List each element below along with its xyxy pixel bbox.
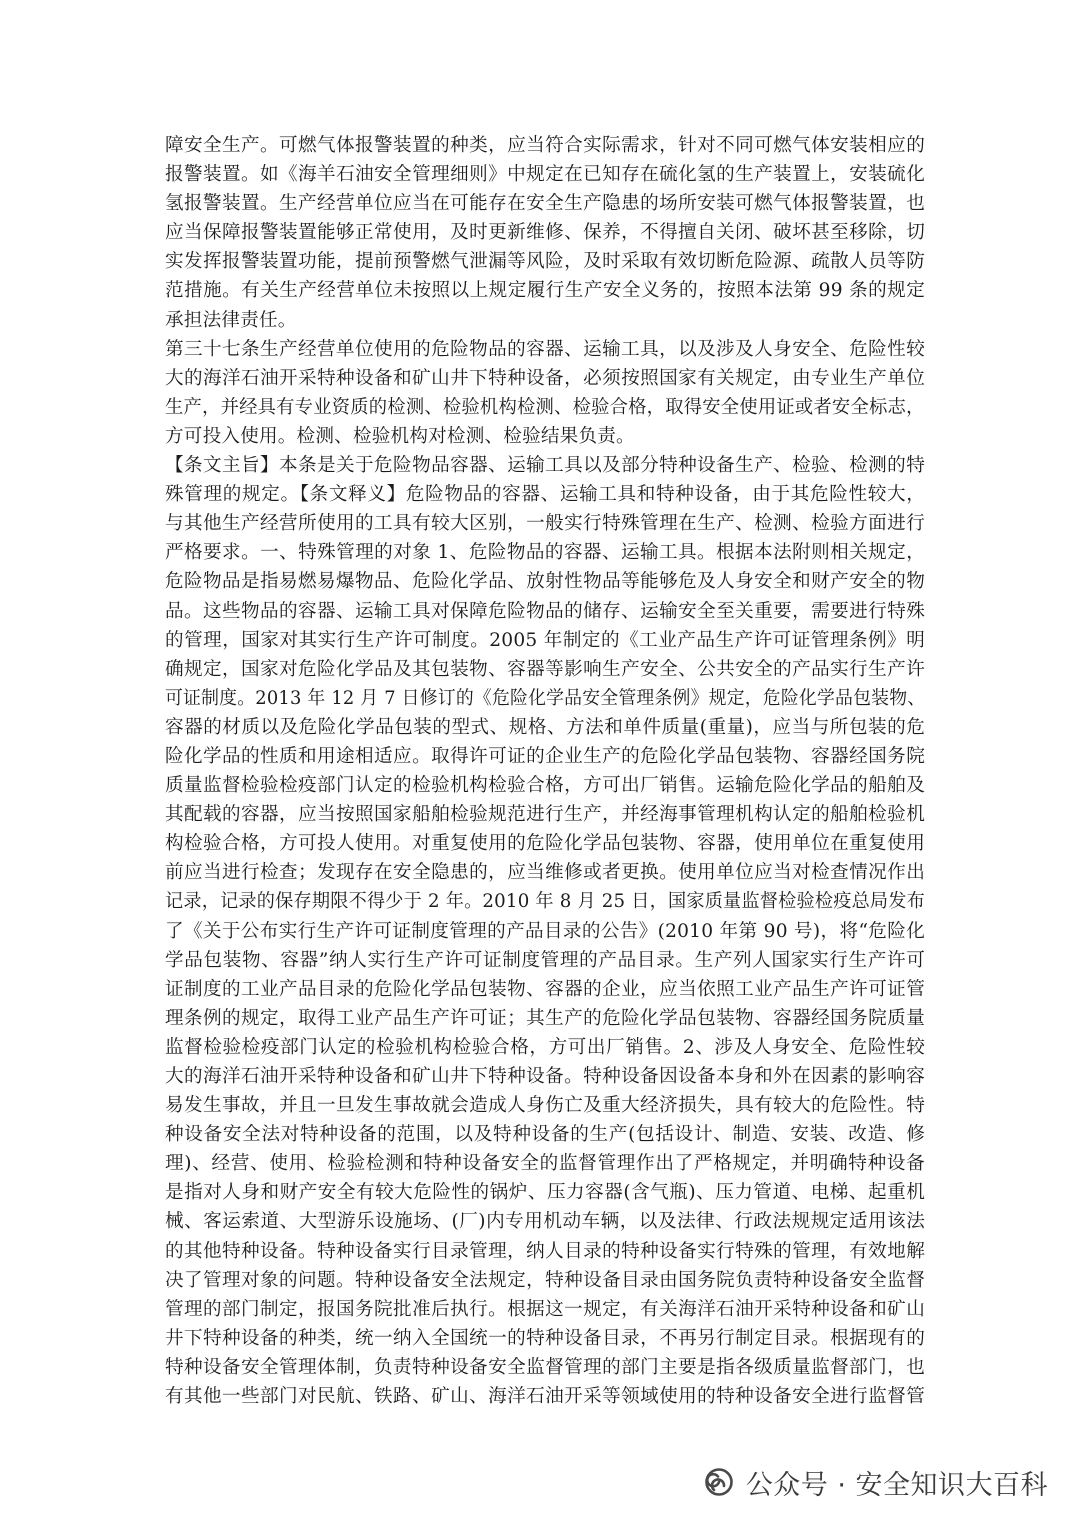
text-line: 决了管理对象的问题。特种设备安全法规定，特种设备目录由国务院负责特种设备安全监督: [165, 1269, 925, 1291]
text-line: 报警装置。如《海羊石油安全管理细则》中规定在已知存在硫化氢的生产装置上，安装硫化: [165, 164, 925, 186]
text-line: 是指对人身和财产安全有较大危险性的锅炉、压力容器(含气瓶)、压力管道、电梯、起重机: [165, 1182, 925, 1204]
text-line: 种设备安全法对特种设备的范围，以及特种设备的生产(包括设计、制造、安装、改造、修: [165, 1124, 925, 1146]
text-line: 应当保障报警装置能够正常使用，及时更新维修、保养，不得擅自关闭、破坏甚至移除，切: [165, 222, 925, 244]
text-line: 殊管理的规定。【条文释义】危险物品的容器、运输工具和特种设备，由于其危险性较大，: [165, 484, 925, 506]
text-line: 第三十七条生产经营单位使用的危险物品的容器、运输工具，以及涉及人身安全、危险性较: [165, 338, 925, 360]
text-line: 严格要求。一、特殊管理的对象 1、危险物品的容器、运输工具。根据本法附则相关规定，: [165, 542, 925, 564]
text-line: 有其他一些部门对民航、铁路、矿山、海洋石油开采等领域使用的特种设备安全进行监督管: [165, 1386, 925, 1408]
text-line: 大的海洋石油开采特种设备和矿山井下特种设备，必须按照国家有关规定，由专业生产单位: [165, 367, 925, 389]
text-line: 【条文主旨】本条是关于危险物品容器、运输工具以及部分特种设备生产、检验、检测的特: [165, 455, 925, 477]
text-line: 械、客运索道、大型游乐设施场、(厂)内专用机动车辆，以及法律、行政法规规定适用该法: [165, 1211, 925, 1233]
text-line: 品。这些物品的容器、运输工具对保障危险物品的储存、运输安全至关重要，需要进行特殊: [165, 600, 925, 622]
text-line: 危险物品是指易燃易爆物品、危险化学品、放射性物品等能够危及人身安全和财产安全的物: [165, 571, 925, 593]
text-line: 的其他特种设备。特种设备实行目录管理，纳人目录的特种设备实行特殊的管理，有效地解: [165, 1240, 925, 1262]
text-line: 其配载的容器，应当按照国家船舶检验规范进行生产，并经海事管理机构认定的船舶检验机: [165, 804, 925, 826]
text-line: 与其他生产经营所使用的工具有较大区别，一般实行特殊管理在生产、检测、检验方面进行: [165, 513, 925, 535]
text-line: 生产，并经具有专业资质的检测、检验机构检测、检验合格，取得安全使用证或者安全标志，: [165, 396, 925, 418]
text-line: 大的海洋石油开采特种设备和矿山井下特种设备。特种设备因设备本身和外在因素的影响容: [165, 1066, 925, 1087]
text-line: 可证制度。2013 年 12 月 7 日修订的《危险化学品安全管理条例》规定，危险化学品包装物、: [165, 687, 926, 709]
text-line: 易发生事故，并且一旦发生事故就会造成人身伤亡及重大经济损失，具有较大的危险性。特: [165, 1095, 925, 1117]
text-line: 承担法律责任。: [165, 309, 297, 331]
text-line: 质量监督检验检疫部门认定的检验机构检验合格，方可出厂销售。运输危险化学品的船舶及: [165, 775, 925, 797]
watermark-text: 公众号 · 安全知识大百科: [745, 1469, 1048, 1501]
text-line: 管理的部门制定，报国务院批准后执行。根据这一规定，有关海洋石油开采特种设备和矿山: [165, 1298, 925, 1320]
text-line: 特种设备安全管理体制，负责特种设备安全监督管理的部门主要是指各级质量监督部门，也: [165, 1356, 925, 1378]
text-line: 方可投入使用。检测、检验机构对检测、检验结果负责。: [165, 425, 635, 447]
wechat-official-account-icon: [702, 1467, 736, 1497]
text-line: 构检验合格，方可投人使用。对重复使用的危险化学品包装物、容器，使用单位在重复使用: [165, 833, 925, 855]
text-line: 监督检验检疫部门认定的检验机构检验合格，方可出厂销售。2、涉及人身安全、危险性较: [165, 1036, 925, 1058]
text-line: 理)、经营、使用、检验检测和特种设备安全的监督管理作出了严格规定，并明确特种设备: [165, 1153, 925, 1175]
text-line: 记录，记录的保存期限不得少于 2 年。2010 年 8 月 25 日，国家质量监督检验检疫总局发布: [165, 891, 926, 913]
text-line: 容器的材质以及危险化学品包装的型式、规格、方法和单件质量(重量)，应当与所包装的危: [165, 716, 925, 738]
text-line: 证制度的工业产品目录的危险化学品包装物、容器的企业，应当依照工业产品生产许可证管: [165, 978, 925, 1000]
text-line: 确规定，国家对危险化学品及其包装物、容器等影响生产安全、公共安全的产品实行生产许: [165, 658, 925, 680]
text-line: 了《关于公布实行生产许可证制度管理的产品目录的公告》(2010 年第 90 号)，将“危险化: [165, 920, 925, 942]
text-line: 实发挥报警装置功能，提前预警燃气泄漏等风险，及时采取有效切断危险源、疏散人员等防: [165, 251, 925, 273]
text-line: 学品包装物、容器”纳人实行生产许可证制度管理的产品目录。生产列人国家实行生产许可: [165, 949, 925, 971]
watermark: [702, 1462, 1048, 1502]
text-line: 障安全生产。可燃气体报警装置的种类，应当符合实际需求，针对不同可燃气体安装相应的: [165, 135, 925, 156]
document-body: [165, 131, 925, 1411]
text-line: 险化学品的性质和用途相适应。取得许可证的企业生产的危险化学品包装物、容器经国务院: [165, 745, 925, 767]
text-line: 氢报警装置。生产经营单位应当在可能存在安全生产隐患的场所安装可燃气体报警装置，也: [165, 193, 925, 215]
text-line: 的管理，国家对其实行生产许可制度。2005 年制定的《工业产品生产许可证管理条例》明: [165, 629, 925, 651]
text-line: 前应当进行检查；发现存在安全隐患的，应当维修或者更换。使用单位应当对检查情况作出: [165, 862, 925, 884]
text-line: 范措施。有关生产经营单位未按照以上规定履行生产安全义务的，按照本法第 99 条的规定: [165, 280, 925, 302]
text-line: 理条例的规定，取得工业产品生产许可证；其生产的危险化学品包装物、容器经国务院质量: [165, 1007, 925, 1029]
text-line: 井下特种设备的种类，统一纳入全国统一的特种设备目录，不再另行制定目录。根据现有的: [165, 1327, 925, 1349]
